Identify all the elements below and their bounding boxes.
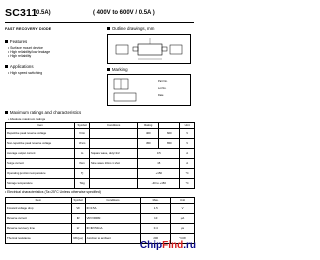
cell-item: Reverse recovery time <box>6 224 72 234</box>
cell-conditions: Sine wave 10ms 1 shot <box>89 159 137 169</box>
cell-rating: 450 <box>138 139 159 149</box>
cell-symbol: Tj <box>75 169 90 179</box>
cell-conditions: VR=VRRM <box>85 214 141 224</box>
cell-conditions: IF=IR=50mA <box>85 224 141 234</box>
table-row <box>6 179 195 189</box>
cell-conditions <box>89 129 137 139</box>
cell-unit: μs <box>171 224 195 234</box>
electrical-table <box>5 197 195 244</box>
cell-unit: °C <box>180 179 195 189</box>
cell-rating: +150 <box>138 169 180 179</box>
col-unit: Unit <box>180 123 195 129</box>
cell-max: 0.4 <box>141 224 171 234</box>
cell-unit: A <box>180 159 195 169</box>
marking-line-lot: Lot No. <box>158 87 167 90</box>
watermark-part-a: Chip <box>139 240 163 251</box>
cell-rating: 0.5 <box>138 149 180 159</box>
section-bullet-icon <box>5 65 8 68</box>
features-heading: Features <box>5 39 27 44</box>
max-ratings-heading: Maximum ratings and characteristics <box>5 110 81 115</box>
cell-rating: 400 <box>138 129 159 139</box>
watermark-part-b: Find <box>162 240 184 251</box>
feature-item: • Surface mount device <box>8 46 43 50</box>
cell-item: Average output current <box>6 149 75 159</box>
title-divider <box>5 22 194 23</box>
cell-item: Forward voltage drop <box>6 204 72 214</box>
package-outline-icon <box>108 35 192 65</box>
cell-symbol: Ifsm <box>75 159 90 169</box>
cell-symbol: VF <box>71 204 85 214</box>
cell-item: Operating junction temperature <box>6 169 75 179</box>
cell-unit: V <box>180 139 195 149</box>
col-unit: Unit <box>171 198 195 204</box>
cell-max: 200 <box>141 234 171 244</box>
cell-unit: μA <box>171 214 195 224</box>
cell-unit: A <box>180 149 195 159</box>
cell-rating-2: 600 <box>159 129 180 139</box>
cell-item: Reverse current <box>6 214 72 224</box>
table-row <box>6 214 195 224</box>
cell-rating: 15 <box>138 159 180 169</box>
cell-conditions <box>89 179 137 189</box>
cell-conditions: Square wave, duty=1/2 <box>89 149 137 159</box>
col-symbol: Symbol <box>71 198 85 204</box>
device-type: FAST RECOVERY DIODE <box>5 27 52 31</box>
cell-unit: °C <box>180 169 195 179</box>
marking-heading: Marking <box>107 67 128 72</box>
cell-max: 10 <box>141 214 171 224</box>
outline-heading: Outline drawings, mm <box>107 26 154 31</box>
cell-item: Surge current <box>6 159 75 169</box>
part-number: SC311 <box>5 7 38 19</box>
feature-item: • High reliability <box>8 54 32 58</box>
cell-unit: °C/W <box>171 234 195 244</box>
cell-symbol: Rth(j-a) <box>71 234 85 244</box>
cell-symbol: trr <box>71 224 85 234</box>
max-ratings-table <box>5 122 195 189</box>
cell-conditions <box>89 139 137 149</box>
cell-item: Thermal resistance <box>6 234 72 244</box>
cell-rating: -40 to +150 <box>138 179 180 189</box>
applications-heading: Applications <box>5 64 34 69</box>
cell-unit: V <box>180 129 195 139</box>
table-row <box>6 204 195 214</box>
col-max: Max. <box>141 198 171 204</box>
site-watermark <box>140 240 196 251</box>
col-conditions: Conditions <box>85 198 141 204</box>
cell-item: Repetitive peak reverse voltage <box>6 129 75 139</box>
cell-symbol: Tstg <box>75 179 90 189</box>
table-row <box>6 159 195 169</box>
outline-drawing <box>107 34 191 64</box>
col-symbol: Symbol <box>75 123 90 129</box>
cell-item: Storage temperature <box>6 179 75 189</box>
cell-max: 1.5 <box>141 204 171 214</box>
cell-rating-2: 650 <box>159 139 180 149</box>
marking-drawing <box>107 74 191 106</box>
table-row <box>6 139 195 149</box>
marking-line-date: Date <box>158 94 164 97</box>
cell-item: Non-repetitive peak reverse voltage <box>6 139 75 149</box>
cell-symbol: Vrsm <box>75 139 90 149</box>
col-rating: Rating <box>138 123 159 129</box>
col-conditions: Conditions <box>89 123 137 129</box>
watermark-part-c: .ru <box>183 240 196 251</box>
electrical-heading: • Electrical characteristics (Ta=25°C Unless otherwise specified) <box>5 190 101 194</box>
cell-conditions <box>89 169 137 179</box>
table-row <box>6 129 195 139</box>
section-bullet-icon <box>5 40 8 43</box>
marking-line-part: Part No. <box>158 80 168 83</box>
section-bullet-icon <box>107 27 110 30</box>
rating-summary: ( 400V to 600V / 0.5A ) <box>93 10 155 16</box>
cell-symbol: Io <box>75 149 90 159</box>
cell-symbol: IR <box>71 214 85 224</box>
cell-unit: V <box>171 204 195 214</box>
section-bullet-icon <box>5 111 8 114</box>
current-tag: (0.5A) <box>34 10 51 16</box>
max-ratings-subheading: • Absolute maximum ratings <box>8 117 46 121</box>
table-row <box>6 224 195 234</box>
col-item: Item <box>6 123 75 129</box>
feature-item: • High reliability/low leakage <box>8 50 51 54</box>
cell-symbol: Vrrm <box>75 129 90 139</box>
cell-conditions: Junction to ambient <box>85 234 141 244</box>
cell-conditions: IF=0.5A <box>85 204 141 214</box>
table-row <box>6 149 195 159</box>
application-item: • High speed switching <box>8 71 43 75</box>
section-bullet-icon <box>107 68 110 71</box>
table-row <box>6 169 195 179</box>
col-item: Item <box>6 198 72 204</box>
marking-diagram-icon <box>108 75 192 107</box>
